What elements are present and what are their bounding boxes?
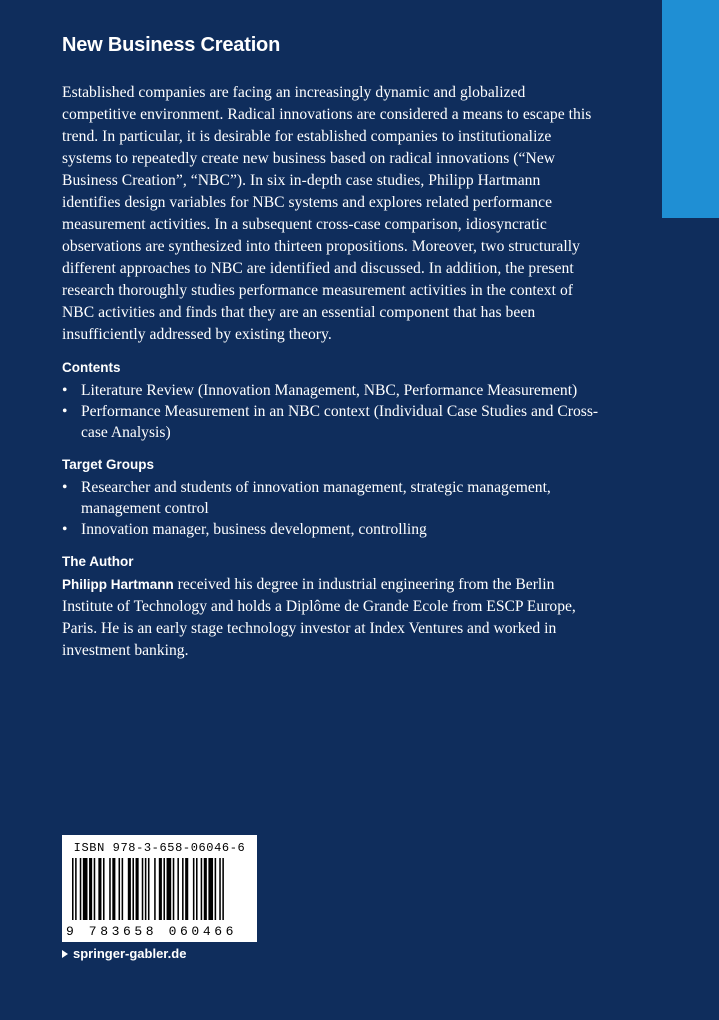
page-title: New Business Creation [62,34,281,56]
author-bio-text: received his degree in industrial engineering from the Berlin Institute of Technology and holds a Diplôme de Grande Ecole from ESCP Europe, Paris. He is an early stage technology investor at Index Ventures and worked in investment banking. [62,576,576,659]
contents-heading: Contents [62,360,121,375]
barcode-bars [72,858,247,920]
list-item: • Innovation manager, business development, controlling [62,521,427,538]
author-heading: The Author [62,554,134,569]
triangle-right-icon [62,950,68,958]
target-groups-heading: Target Groups [62,457,155,472]
list-item: • Researcher and students of innovation management, strategic management, management control [62,479,551,517]
website-link[interactable] [62,946,186,961]
author-bio [62,574,602,662]
website-text: springer-gabler.de [73,946,187,961]
back-cover-content [62,82,602,662]
barcode-digits: 9 783658 060466 [66,924,238,939]
abstract-text: Established companies are facing an increasingly dynamic and globalized competitive environment. Radical innovations are considered a means to escape this trend. In particular, it is desirable for established companies to institutionalize systems to repeatedly create new business based on radical innovations (“New Business Creation”, “NBC”). In six in-depth case studies, Philipp Hartmann identifies design variables for NBC systems and explores related performance measurement activities. In a subsequent cross-case comparison, idiosyncratic observations are synthesized into thirteen propositions. Moreover, two structurally different approaches to NBC are identified and discussed. In addition, the present research thoroughly studies performance measurement activities in the context of NBC activities and finds that they are an essential component that has been insufficiently addressed by existing theory. [62,84,592,343]
author-name: Philipp Hartmann [62,577,174,592]
bullet-icon: • [62,382,68,399]
list-item: • Literature Review (Innovation Management, NBC, Performance Measurement) [62,382,578,399]
bullet-icon: • [62,403,68,420]
accent-tab [662,0,719,218]
target-groups-list [62,477,602,540]
isbn-barcode [62,835,257,942]
bullet-icon: • [62,479,68,496]
contents-list [62,380,602,443]
bullet-icon: • [62,521,68,538]
isbn-label: ISBN 978-3-658-06046-6 [73,841,246,855]
list-item: • Performance Measurement in an NBC context (Individual Case Studies and Cross-case Analysis) [62,403,599,441]
